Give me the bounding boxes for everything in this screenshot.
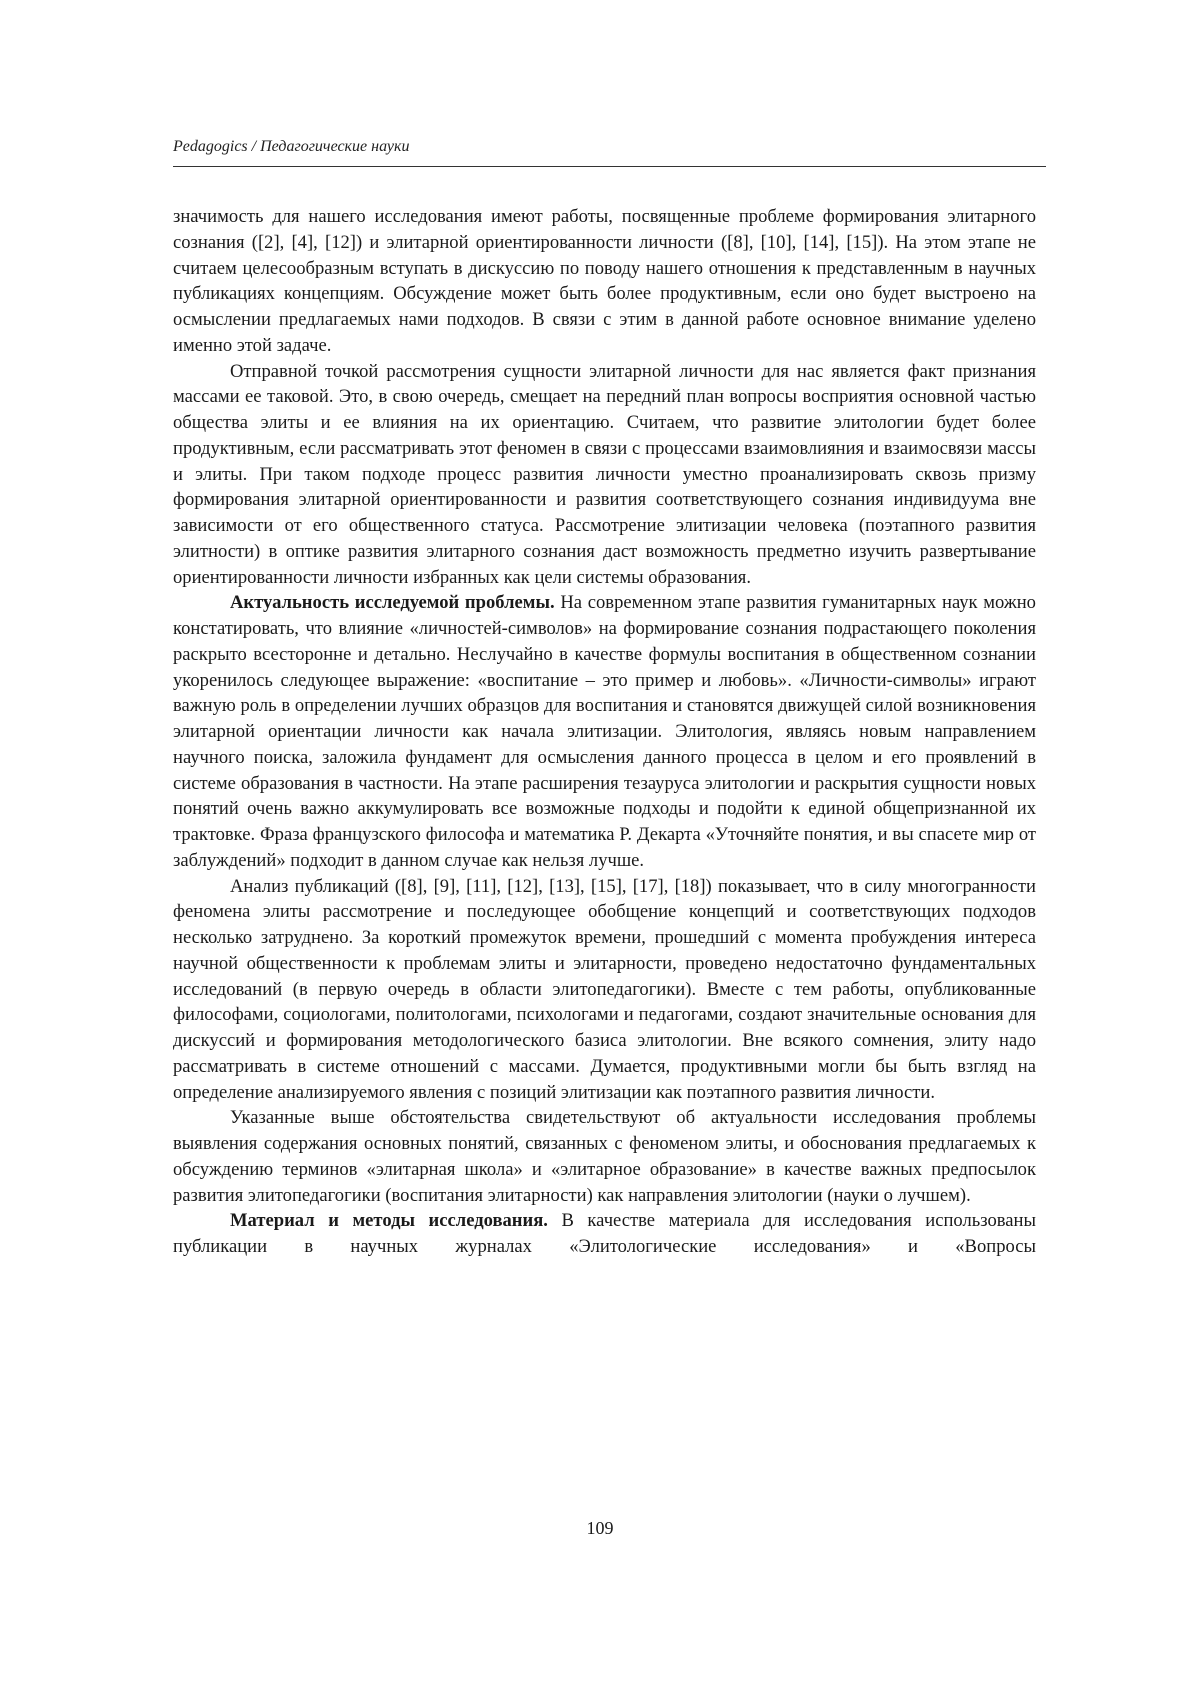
paragraph-text: Анализ публикаций ([8], [9], [11], [12], [13], [15], [17], [18]) показывает, что в силу многогранности феномена элиты рассмотрение и последующее обобщение концепций и соответствующих подходов несколько затруднено. За короткий промежуток времени, прошедший с момента пробуждения интереса научной общественности к проблемам элиты и элитарности, проведено недостаточно фундаментальных исследований (в первую очередь в области элитопедагогики). Вместе с тем работы, опубликованные философами, социологами, политологами, психологами и педагогами, создают значительные основания для дискуссий и формирования методологического базиса элитологии. Вне всякого сомнения, элиту надо рассматривать в системе отношений с массами. Думается, продуктивными могли бы быть взгляд на определение анализируемого явления с позиций элитизации как поэтапного развития личности. [173,875,1036,1103]
paragraph [173,1105,1036,1208]
paragraph [173,359,1036,591]
paragraph-text: Указанные выше обстоятельства свидетельствуют об актуальности исследования проблемы выявления содержания основных понятий, связанных с феноменом элиты, и обоснования предлагаемых к обсуждению терминов «элитарная школа» и «элитарное образование» в качестве важных предпосылок развития элитопедагогики (воспитания элитарности) как направления элитологии (науки о лучшем). [173,1107,1036,1206]
running-header: Pedagogics / Педагогические науки [173,138,410,155]
header-rule [173,166,1046,167]
paragraph-relevance [173,590,1036,873]
paragraph-text: На современном этапе развития гуманитарных наук можно констатировать, что влияние «личностей-символов» на формирование сознания подрастающего поколения раскрыто всесторонне и детально. Неслучайно в качестве формулы воспитания в общественном сознании укоренилось следующее выражение: «воспитание – это пример и любовь». «Личности-символы» играют важную роль в определении лучших образцов для воспитания и становятся движущей силой возникновения элитарной ориентации личности как начала элитизации. Элитология, являясь новым направлением научного поиска, заложила фундамент для осмысления данного процесса в целом и его проявлений в системе образования в частности. На этапе расширения тезауруса элитологии и раскрытия сущности новых понятий очень важно аккумулировать все возможные подходы и подойти к единой общепризнанной их трактовке. Фраза французского философа и математика Р. Декарта «Уточняйте понятия, и вы спасете мир от заблуждений» подходит в данном случае как нельзя лучше. [173,592,1036,871]
section-run-in-heading: Актуальность исследуемой проблемы. [230,592,555,614]
paragraph-materials-methods [173,1208,1036,1260]
page-number: 109 [586,1518,614,1538]
paragraph-continuation [173,204,1036,359]
paragraph-text: Отправной точкой рассмотрения сущности элитарной личности для нас является факт признания массами ее таковой. Это, в свою очередь, смещает на передний план вопросы восприятия основной частью общества элиты и ее влияния на их ориентацию. Считаем, что развитие элитологии будет более продуктивным, если рассматривать этот феномен в связи с процессами взаимовлияния и взаимосвязи массы и элиты. При таком подходе процесс развития личности уместно проанализировать сквозь призму формирования элитарной ориентированности и развития соответствующего сознания индивидуума вне зависимости от его общественного статуса. Рассмотрение элитизации человека (поэтапного развития элитности) в оптике развития элитарного сознания даст возможность предметно изучить развертывание ориентированности личности избранных как цели системы образования. [173,360,1036,588]
paragraph [173,874,1036,1106]
section-run-in-heading: Материал и методы исследования. [230,1210,548,1232]
paragraph-text: В качестве материала для исследования использованы публикации в научных журналах «Элитологические исследования» и «Вопросы [173,1210,1036,1257]
article-body [173,204,1036,1260]
paragraph-text: значимость для нашего исследования имеют работы, посвященные проблеме формирования элитарного сознания ([2], [4], [12]) и элитарной ориентированности личности ([8], [10], [14], [15]). На этом этапе не считаем целесообразным вступать в дискуссию по поводу нашего отношения к представленным в научных публикациях концепциям. Обсуждение может быть более продуктивным, если оно будет выстроено на осмыслении предлагаемых нами подходов. В связи с этим в данной работе основное внимание уделено именно этой задаче. [173,206,1036,356]
